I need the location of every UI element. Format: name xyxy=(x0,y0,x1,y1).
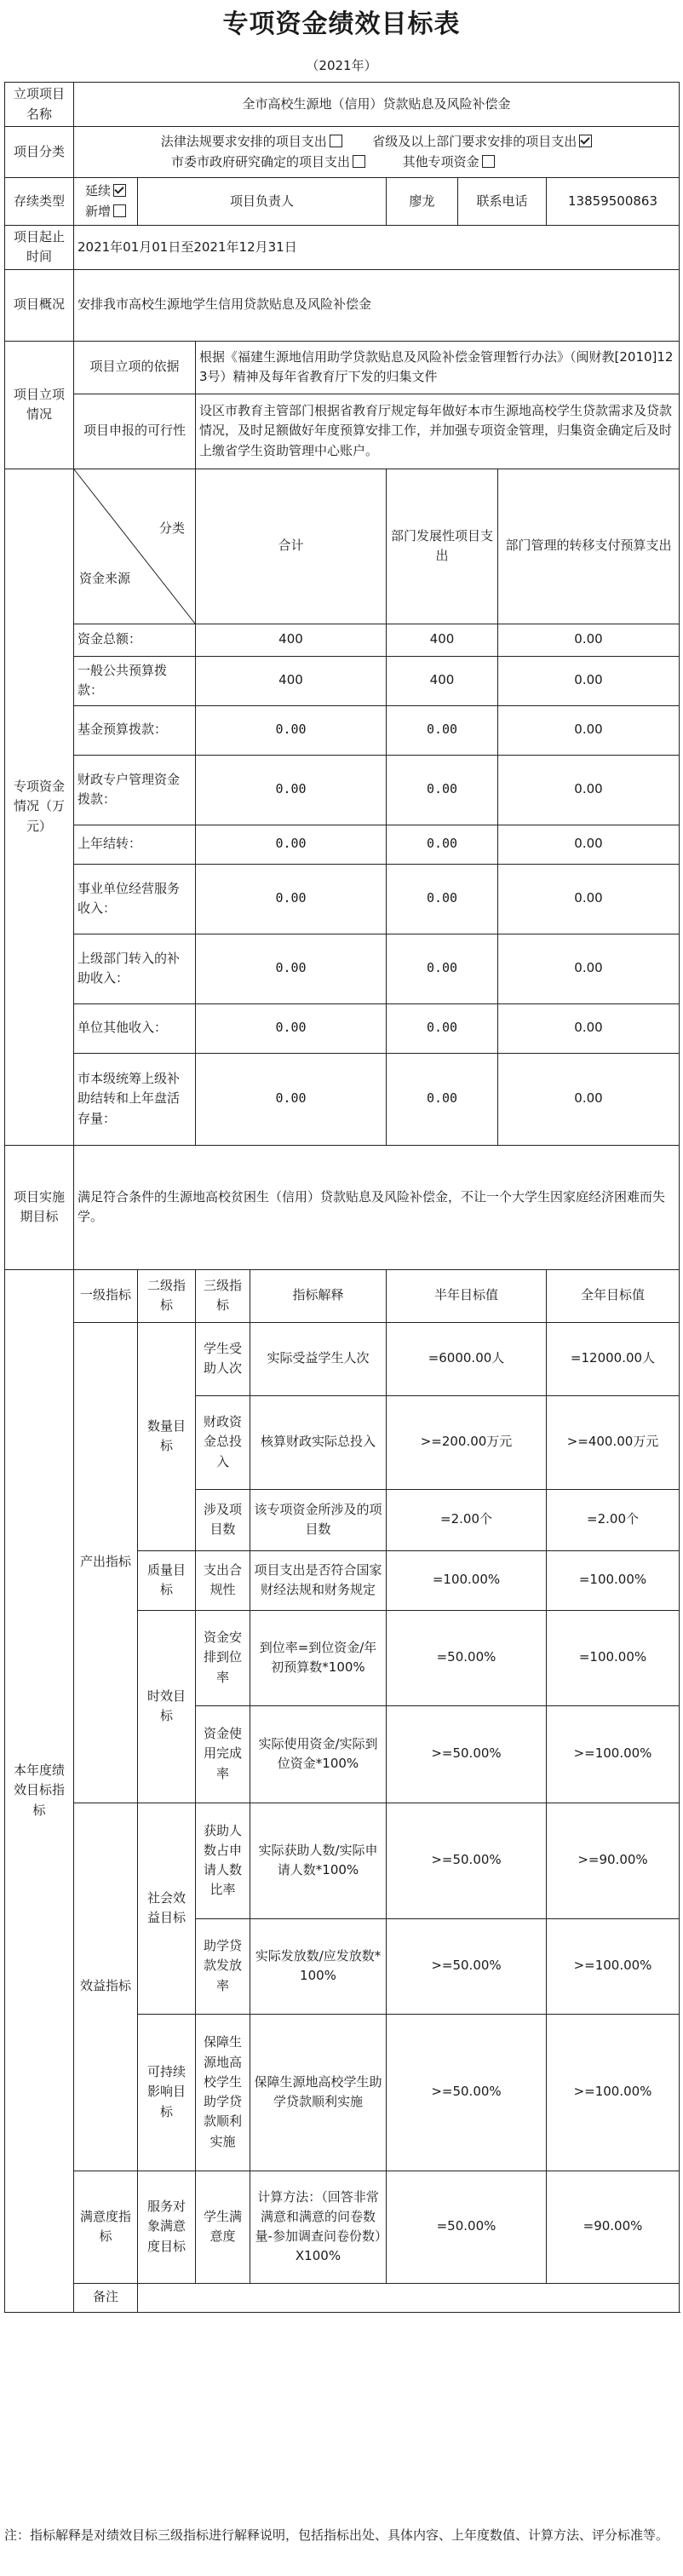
phone-label: 联系电话 xyxy=(458,178,547,226)
indicator-name: 保障生源地高校学生助学贷款顺利实施 xyxy=(196,2014,250,2171)
fund-row-name: 单位其他收入： xyxy=(74,1003,196,1053)
fund-row-dept: 0.00 xyxy=(387,755,498,825)
indicator-half: >=50.00% xyxy=(387,2014,547,2171)
establishment-label: 项目立项情况 xyxy=(5,341,74,469)
period-target-value: 满足符合条件的生源地高校贫困生（信用）贷款贴息及风险补偿金，不让一个大学生因家庭经济困难而失学。 xyxy=(74,1145,680,1269)
fund-row-transfer: 0.00 xyxy=(498,825,680,864)
indicator-full: =90.00% xyxy=(547,2171,680,2283)
indicator-half: =6000.00人 xyxy=(387,1322,547,1395)
timeliness-label: 时效目标 xyxy=(138,1610,196,1803)
period-target-row xyxy=(5,1145,680,1269)
fund-row-name: 上年结转： xyxy=(74,825,196,864)
project-name-row xyxy=(5,83,680,127)
indicator-desc: 计算方法：（回答非常满意和满意的问卷数量-参加调查问卷份数）X100% xyxy=(250,2171,387,2283)
fund-row-name: 资金总额： xyxy=(74,624,196,656)
fund-row-dept: 0.00 xyxy=(387,864,498,934)
diagonal-line xyxy=(74,469,195,624)
category-label: 项目分类 xyxy=(5,127,74,178)
existence-label: 存续类型 xyxy=(5,178,74,226)
h-desc: 指标解释 xyxy=(250,1269,387,1322)
fund-row-transfer: 0.00 xyxy=(498,624,680,656)
sustain-label: 可持续影响目标 xyxy=(138,2014,196,2171)
indicator-half: >=200.00万元 xyxy=(387,1395,547,1489)
category-opt1-checkbox[interactable] xyxy=(330,135,342,147)
indicator-half: =50.00% xyxy=(387,2171,547,2283)
category-opt3-label: 市委市政府研究确定的项目支出 xyxy=(171,153,351,170)
overview-label: 项目概况 xyxy=(5,269,74,341)
indicator-desc: 实际发放数/应发放数*100% xyxy=(250,1918,387,2014)
remark-row xyxy=(5,2283,680,2312)
indicator-full: >=90.00% xyxy=(547,1803,680,1918)
fund-row-transfer: 0.00 xyxy=(498,705,680,755)
output-label: 产出指标 xyxy=(74,1322,138,1803)
manager-label: 项目负责人 xyxy=(138,178,387,226)
fund-row-total: 400 xyxy=(196,624,387,656)
fund-row-total: 0.00 xyxy=(196,705,387,755)
indicator-name: 获助人数占申请人数比率 xyxy=(196,1803,250,1918)
quality-label: 质量目标 xyxy=(138,1550,196,1610)
fund-row-transfer: 0.00 xyxy=(498,934,680,1003)
social-label: 社会效益目标 xyxy=(138,1803,196,2014)
existence-opt1-checkbox[interactable] xyxy=(113,184,126,197)
indicator-desc: 实际使用资金/实际到位资金*100% xyxy=(250,1705,387,1803)
existence-opt2-checkbox[interactable] xyxy=(113,204,126,217)
fund-row-transfer: 0.00 xyxy=(498,1003,680,1053)
overview-row xyxy=(5,269,680,341)
fund-row xyxy=(5,705,680,755)
existence-opt2-label: 新增 xyxy=(84,203,111,219)
indicator-desc: 该专项资金所涉及的项目数 xyxy=(250,1489,387,1550)
period-row xyxy=(5,226,680,270)
fund-row-dept: 400 xyxy=(387,624,498,656)
col-dept-header: 部门发展性项目支出 xyxy=(387,469,498,624)
overview-value: 安排我市高校生源地学生信用贷款贴息及风险补偿金 xyxy=(74,269,680,341)
fund-row-name: 一般公共预算拨款： xyxy=(74,656,196,705)
indicator-full: =100.00% xyxy=(547,1610,680,1705)
existence-opt1-label: 延续 xyxy=(84,183,111,199)
indicator-name: 学生受助人次 xyxy=(196,1322,250,1395)
category-opt4-label: 其他专项资金 xyxy=(402,153,479,170)
fund-row-transfer: 0.00 xyxy=(498,1053,680,1145)
footnote: 注：指标解释是对绩效目标三级指标进行解释说明，包括指标出处、具体内容、上年度数值、计算方法、评分标准等。 xyxy=(4,2527,669,2543)
indicator-name: 学生满意度 xyxy=(196,2171,250,2283)
indicator-full: =100.00% xyxy=(547,1550,680,1610)
existence-row xyxy=(5,178,680,226)
fund-row xyxy=(5,934,680,1003)
category-options xyxy=(74,127,680,178)
indicator-desc: 实际受益学生人次 xyxy=(250,1322,387,1395)
indicator-row xyxy=(5,1322,680,1395)
establishment-feasibility-row xyxy=(5,394,680,469)
establishment-basis-row xyxy=(5,341,680,394)
indicator-full: >=100.00% xyxy=(547,1705,680,1803)
indicator-name: 助学贷款发放率 xyxy=(196,1918,250,2014)
project-name-label: 立项项目名称 xyxy=(5,83,74,127)
category-row xyxy=(5,127,680,178)
indicator-desc: 项目支出是否符合国家财经法规和财务规定 xyxy=(250,1550,387,1610)
fund-row xyxy=(5,755,680,825)
diag-bottom-label: 资金来源 xyxy=(79,571,131,587)
period-label: 项目起止时间 xyxy=(5,226,74,270)
category-opt3-checkbox[interactable] xyxy=(353,155,365,168)
indicator-name: 财政资金总投入 xyxy=(196,1395,250,1489)
col-total-header: 合计 xyxy=(196,469,387,624)
indicator-desc: 核算财政实际总投入 xyxy=(250,1395,387,1489)
period-target-label: 项目实施期目标 xyxy=(5,1145,74,1269)
fund-row-dept: 0.00 xyxy=(387,1053,498,1145)
indicator-header-row xyxy=(5,1269,680,1322)
fund-row-total: 0.00 xyxy=(196,934,387,1003)
fund-row-name: 事业单位经营服务收入： xyxy=(74,864,196,934)
fund-row-dept: 0.00 xyxy=(387,825,498,864)
fund-row-total: 0.00 xyxy=(196,825,387,864)
category-opt2-label: 省级及以上部门要求安排的项目支出 xyxy=(372,134,577,150)
indicator-half: >=50.00% xyxy=(387,1705,547,1803)
category-opt4-checkbox[interactable] xyxy=(482,155,495,168)
funds-diagonal-header xyxy=(74,469,196,624)
fund-row-name: 上级部门转入的补助收入： xyxy=(74,934,196,1003)
indicator-name: 资金安排到位率 xyxy=(196,1610,250,1705)
feasibility-value: 设区市教育主管部门根据省教育厅规定每年做好本市生源地高校学生贷款需求及贷款情况，及时足额做好年度预算安排工作，并加强专项资金管理，归集资金确定后及时上缴省学生资助管理中心账户。 xyxy=(196,394,680,469)
basis-value: 根据《福建生源地信用助学贷款贴息及风险补偿金管理暂行办法》（闽财教[2010]123号）精神及每年省教育厅下发的归集文件 xyxy=(196,341,680,394)
indicator-full: =12000.00人 xyxy=(547,1322,680,1395)
fund-row-total: 0.00 xyxy=(196,1053,387,1145)
fund-row-transfer: 0.00 xyxy=(498,656,680,705)
category-opt1-label: 法律法规要求安排的项目支出 xyxy=(160,134,327,150)
benefit-label: 效益指标 xyxy=(74,1803,138,2171)
satisfaction-label: 满意度指标 xyxy=(74,2171,138,2283)
indicator-name: 支出合规性 xyxy=(196,1550,250,1610)
fund-row-transfer: 0.00 xyxy=(498,864,680,934)
phone-value: 13859500863 xyxy=(547,178,680,226)
manager-value: 廖龙 xyxy=(387,178,458,226)
funds-label: 专项资金情况（万元） xyxy=(5,469,74,1145)
indicator-half: >=50.00% xyxy=(387,1918,547,2014)
fund-row xyxy=(5,656,680,705)
indicator-name: 涉及项目数 xyxy=(196,1489,250,1550)
existence-options xyxy=(74,178,138,226)
fund-row-dept: 0.00 xyxy=(387,934,498,1003)
fund-row-dept: 0.00 xyxy=(387,1003,498,1053)
h-full: 全年目标值 xyxy=(547,1269,680,1322)
indicator-row xyxy=(5,2171,680,2283)
basis-label: 项目立项的依据 xyxy=(74,341,196,394)
indicator-desc: 到位率=到位资金/年初预算数*100% xyxy=(250,1610,387,1705)
fund-row-name: 市本级统筹上级补助结转和上年盘活存量： xyxy=(74,1053,196,1145)
indicator-row xyxy=(5,1803,680,1918)
indicator-half: =2.00个 xyxy=(387,1489,547,1550)
quantity-label: 数量目标 xyxy=(138,1322,196,1550)
period-value: 2021年01月01日至2021年12月31日 xyxy=(74,226,680,270)
fund-row-transfer: 0.00 xyxy=(498,755,680,825)
col-transfer-header: 部门管理的转移支付预算支出 xyxy=(498,469,680,624)
remark-label: 备注 xyxy=(74,2283,138,2312)
h-level3: 三级指标 xyxy=(196,1269,250,1322)
indicator-half: =50.00% xyxy=(387,1610,547,1705)
indicator-desc: 实际获助人数/实际申请人数*100% xyxy=(250,1803,387,1918)
fund-row-total: 0.00 xyxy=(196,755,387,825)
fund-row-total: 400 xyxy=(196,656,387,705)
fund-row-total: 0.00 xyxy=(196,864,387,934)
indicator-full: >=100.00% xyxy=(547,1918,680,2014)
fund-row-name: 财政专户管理资金拨款： xyxy=(74,755,196,825)
indicator-full: =2.00个 xyxy=(547,1489,680,1550)
indicators-label: 本年度绩效目标指标 xyxy=(5,1269,74,2312)
form-year: （2021年） xyxy=(306,58,377,73)
h-level1: 一级指标 xyxy=(74,1269,138,1322)
project-name-value: 全市高校生源地（信用）贷款贴息及风险补偿金 xyxy=(74,83,680,127)
service-label: 服务对象满意度目标 xyxy=(138,2171,196,2283)
fund-row xyxy=(5,864,680,934)
fund-row-dept: 400 xyxy=(387,656,498,705)
category-opt2-checkbox[interactable] xyxy=(579,135,592,147)
fund-row-name: 基金预算拨款： xyxy=(74,705,196,755)
form-title: 专项资金绩效目标表 xyxy=(222,9,461,39)
indicator-half: >=50.00% xyxy=(387,1803,547,1918)
feasibility-label: 项目申报的可行性 xyxy=(74,394,196,469)
indicator-full: >=400.00万元 xyxy=(547,1395,680,1489)
fund-row-dept: 0.00 xyxy=(387,705,498,755)
fund-row xyxy=(5,624,680,656)
fund-row xyxy=(5,1003,680,1053)
diag-top-label: 分类 xyxy=(158,520,185,536)
fund-row xyxy=(5,1053,680,1145)
remark-value xyxy=(138,2283,680,2312)
h-half: 半年目标值 xyxy=(387,1269,547,1322)
indicator-half: =100.00% xyxy=(387,1550,547,1610)
indicator-name: 资金使用完成率 xyxy=(196,1705,250,1803)
indicator-full: >=100.00% xyxy=(547,2014,680,2171)
target-table xyxy=(4,82,680,2313)
indicator-desc: 保障生源地高校学生助学贷款顺利实施 xyxy=(250,2014,387,2171)
fund-row-total: 0.00 xyxy=(196,1003,387,1053)
fund-row xyxy=(5,825,680,864)
funds-header-row xyxy=(5,469,680,624)
h-level2: 二级指标 xyxy=(138,1269,196,1322)
